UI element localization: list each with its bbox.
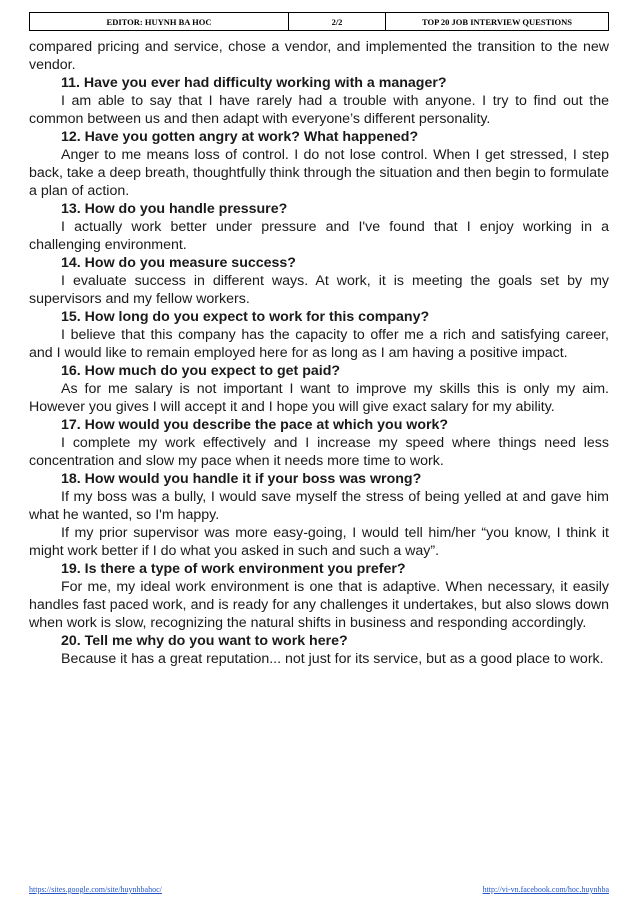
footer-google-sites-link[interactable]: https://sites.google.com/site/huynhbahoc/	[29, 885, 162, 894]
question-heading: 12. Have you gotten angry at work? What happened?	[61, 129, 419, 145]
question-15	[29, 308, 609, 362]
answer-paragraph: For me, my ideal work environment is one that is adaptive. When necessary, it easily handles fast paced work, and is ready for any challenges it undertakes, but also slows down when work is slow, recognizing the natural shifts in business and responding accordingly.	[29, 579, 609, 631]
question-17	[29, 416, 609, 470]
question-19	[29, 560, 609, 632]
question-heading: 19. Is there a type of work environment you prefer?	[61, 561, 406, 577]
question-11	[29, 74, 609, 128]
question-16	[29, 362, 609, 416]
answer-paragraph: I evaluate success in different ways. At work, it is meeting the goals set by my supervisors and my fellow workers.	[29, 273, 609, 307]
answer-paragraph: If my boss was a bully, I would save myself the stress of being yelled at and gave him what he wanted, so I'm happy.	[29, 489, 609, 523]
question-12	[29, 128, 609, 200]
question-18	[29, 470, 609, 560]
answer-paragraph: Because it has a great reputation... not just for its service, but as a good place to work.	[61, 651, 604, 667]
answer-paragraph: I believe that this company has the capacity to offer me a rich and satisfying career, and I would like to remain employed here for as long as I am having a positive impact.	[29, 327, 609, 361]
question-13	[29, 200, 609, 254]
question-heading: 13. How do you handle pressure?	[61, 201, 288, 217]
page-header	[29, 12, 609, 31]
intro-paragraph: compared pricing and service, chose a vendor, and implemented the transition to the new vendor.	[29, 39, 609, 73]
question-heading: 20. Tell me why do you want to work here?	[61, 633, 348, 649]
header-page-number: 2/2	[289, 13, 386, 30]
question-heading: 16. How much do you expect to get paid?	[61, 363, 341, 379]
question-20	[29, 632, 609, 668]
page-footer	[29, 885, 609, 894]
answer-paragraph: Anger to me means loss of control. I do not lose control. When I get stressed, I step back, take a deep breath, thoughtfully think through the situation and then begin to formulate a plan of action.	[29, 147, 609, 199]
question-heading: 15. How long do you expect to work for this company?	[61, 309, 430, 325]
question-heading: 11. Have you ever had difficulty working with a manager?	[61, 75, 447, 91]
question-heading: 17. How would you describe the pace at which you work?	[61, 417, 449, 433]
header-title: TOP 20 JOB INTERVIEW QUESTIONS	[421, 16, 573, 27]
answer-paragraph: As for me salary is not important I want to improve my skills this is only my aim. However you gives I will accept it and I hope you will give exact salary for my ability.	[29, 381, 609, 415]
answer-paragraph: I actually work better under pressure and I've found that I enjoy working in a challenging environment.	[29, 219, 609, 253]
question-heading: 18. How would you handle it if your boss was wrong?	[61, 471, 422, 487]
answer-paragraph: I complete my work effectively and I increase my speed where things need less concentration and slow my pace when it needs more time to work.	[29, 435, 609, 469]
header-editor: EDITOR: HUYNH BA HOC	[30, 13, 289, 30]
document-body	[29, 38, 609, 668]
question-heading: 14. How do you measure success?	[61, 255, 296, 271]
answer-paragraph: If my prior supervisor was more easy-going, I would tell him/her “you know, I think it might work better if I do what you asked in such and such a way”.	[29, 525, 609, 559]
answer-paragraph: I am able to say that I have rarely had a trouble with anyone. I try to find out the common between us and then adapt with everyone’s different personality.	[29, 93, 609, 127]
question-14	[29, 254, 609, 308]
footer-facebook-link[interactable]: http://vi-vn.facebook.com/hoc.huynhba	[482, 885, 609, 894]
